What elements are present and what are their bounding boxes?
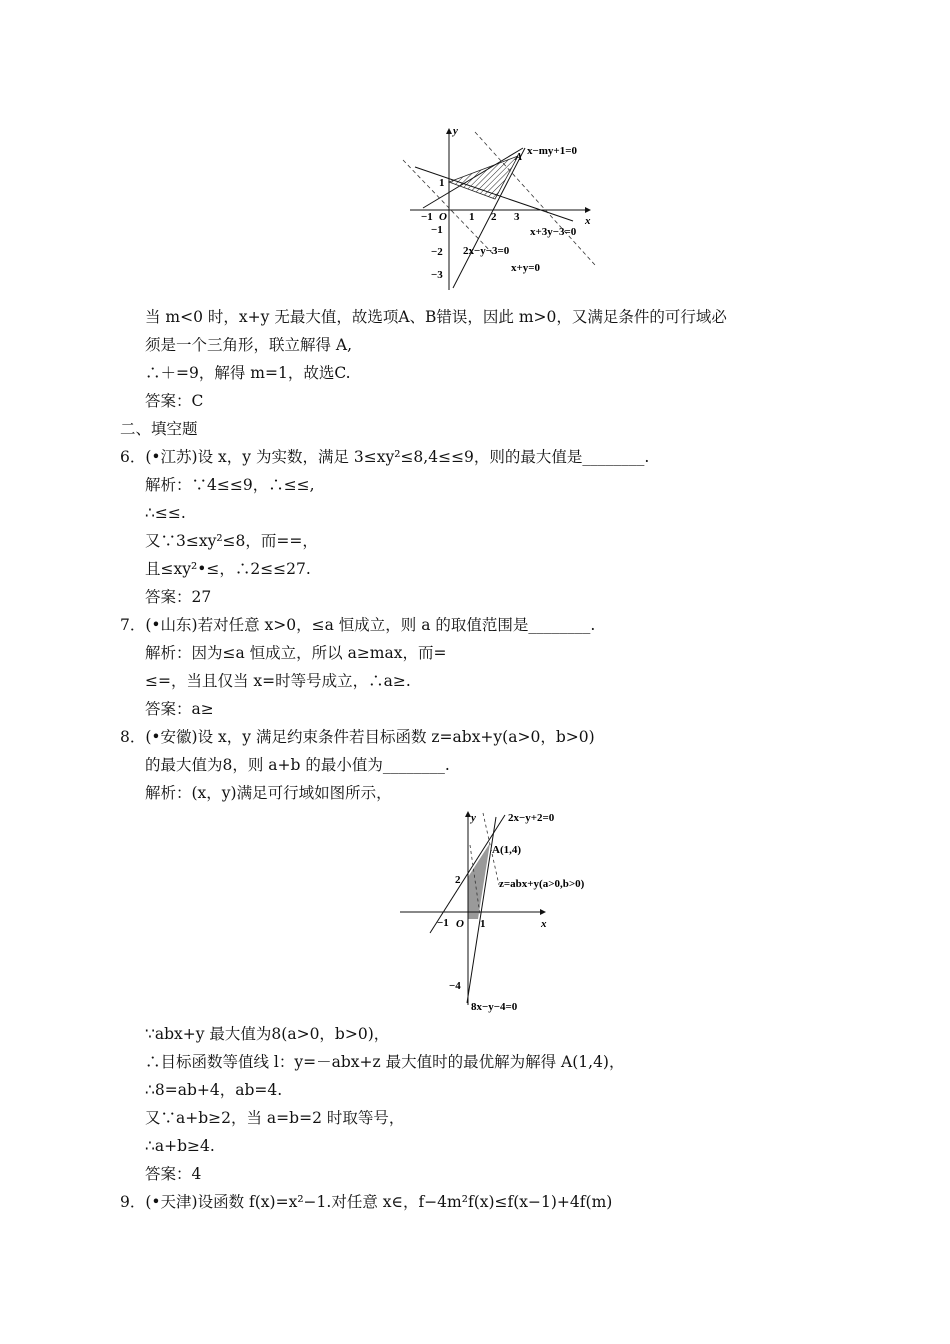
tick-x-1: 1	[469, 211, 475, 223]
equation-label-4: x+y=0	[511, 262, 541, 274]
text-line: 须是一个三角形，联立解得 A,	[145, 336, 353, 354]
shaded-region	[468, 843, 490, 919]
text-line: 且≤xy²•≤，∴2≤≤27.	[145, 560, 311, 578]
equation-label-2: z=abx+y(a>0,b>0)	[499, 878, 585, 890]
answer-line: 答案：a≥	[145, 700, 214, 718]
tick-y-2: 2	[455, 874, 461, 886]
section-heading: 二、填空题	[120, 420, 198, 438]
text-line: ∴目标函数等值线 l：y=－abx+z 最大值时的最优解为解得 A(1,4)，	[145, 1053, 625, 1071]
text-line: 的最大值为8，则 a+b 的最小值为________.	[145, 756, 450, 774]
answer-line: 答案：4	[145, 1165, 202, 1183]
text-line: ∴a+b≥4.	[145, 1137, 215, 1155]
equation-label-3: 8x−y−4=0	[471, 1001, 518, 1013]
x-axis-label: x	[541, 918, 547, 930]
text-line: 解析：∵4≤≤9，∴≤≤,	[145, 476, 315, 494]
text-line: ∴≤≤.	[145, 504, 186, 522]
tick-y-neg1: −1	[431, 224, 443, 236]
tick-y-neg2: −2	[431, 246, 443, 258]
tick-y-neg3: −3	[431, 269, 443, 281]
equation-label-1: x−my+1=0	[527, 145, 577, 157]
tick-x-3: 3	[514, 211, 520, 223]
question-6: 6．(•江苏)设 x，y 为实数，满足 3≤xy²≤8,4≤≤9，则的最大值是________.	[120, 448, 650, 466]
question-7: 7．(•山东)若对任意 x>0，≤a 恒成立，则 a 的取值范围是________.	[120, 616, 596, 634]
question-8: 8．(•安徽)设 x，y 满足约束条件若目标函数 z=abx+y(a>0，b>0)	[120, 728, 595, 746]
point-a-label: A	[515, 151, 523, 163]
equation-label-3: 2x−y−3=0	[463, 245, 510, 257]
y-axis-label: y	[471, 812, 476, 824]
tick-x-neg1: −1	[437, 917, 449, 929]
origin-label: O	[456, 918, 464, 930]
feasible-region-figure-2	[395, 805, 615, 1015]
question-9: 9．(•天津)设函数 f(x)=x²−1.对任意 x∈，f−4m²f(x)≤f(x−1)+4f(m)	[120, 1193, 613, 1211]
shaded-region	[449, 156, 518, 199]
text-line: ≤=，当且仅当 x=时等号成立，∴a≥.	[145, 672, 411, 690]
tick-x-1: 1	[480, 918, 486, 930]
y-axis-label: y	[453, 125, 458, 137]
text-line: 又∵3≤xy²≤8，而==，	[145, 532, 318, 550]
feasible-region-figure-1	[395, 120, 605, 295]
text-line: 又∵a+b≥2，当 a=b=2 时取等号，	[145, 1109, 405, 1127]
answer-line: 答案：C	[145, 392, 204, 410]
equation-label-2: x+3y−3=0	[530, 226, 577, 238]
tick-x-2: 2	[491, 211, 497, 223]
origin-label: O	[439, 211, 447, 223]
text-line: 当 m<0 时，x+y 无最大值，故选项A、B错误，因此 m>0，又满足条件的可行域必	[145, 308, 727, 326]
text-line: ∴＋=9，解得 m=1，故选C.	[145, 364, 351, 382]
answer-line: 答案：27	[145, 588, 212, 606]
tick-y-neg4: −4	[449, 980, 461, 992]
tick-x-neg1: −1	[421, 211, 433, 223]
point-a-label: A(1,4)	[492, 844, 522, 856]
tick-y-1: 1	[439, 177, 445, 189]
text-line: 解析：(x，y)满足可行域如图所示，	[145, 784, 392, 802]
text-line: 解析：因为≤a 恒成立，所以 a≥max，而=	[145, 644, 447, 662]
text-line: ∵abx+y 最大值为8(a>0，b>0)，	[145, 1025, 390, 1043]
graph-1	[395, 120, 605, 295]
graph-2	[395, 805, 615, 1015]
equation-label-1: 2x−y+2=0	[508, 812, 555, 824]
x-axis-label: x	[585, 215, 591, 227]
text-line: ∴8=ab+4，ab=4.	[145, 1081, 283, 1099]
